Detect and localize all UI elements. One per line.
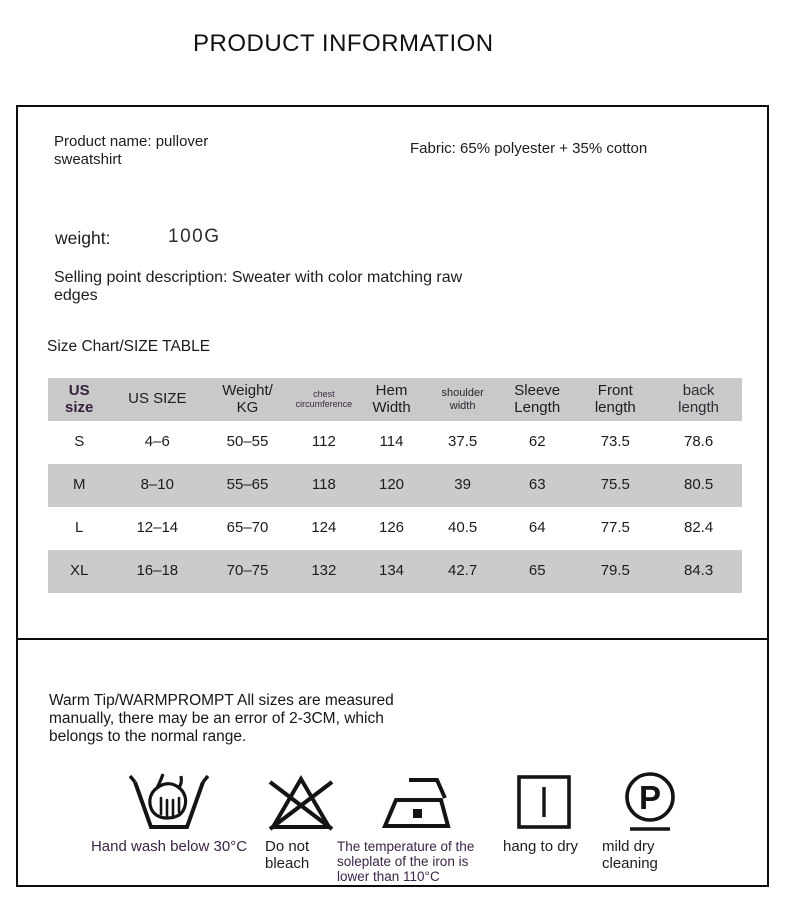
size-chart-heading: Size Chart/SIZE TABLE: [47, 338, 211, 355]
product-name-text: Product name: pullover sweatshirt: [54, 133, 209, 168]
weight-label: weight:: [55, 228, 111, 248]
iron-low-temp-icon: [337, 770, 495, 834]
col-front-length: Front length: [594, 382, 636, 416]
col-us-size-caps: US SIZE: [128, 390, 187, 408]
col-us-size: US size: [65, 382, 94, 416]
col-hem-width: Hem Width: [372, 382, 411, 416]
svg-text:P: P: [638, 779, 662, 816]
care-panel: [16, 638, 769, 887]
col-sleeve-length: Sleeve Length: [514, 382, 561, 416]
col-chest-circumference: chest circumference: [295, 388, 353, 409]
care-item-hand-wash: [54, 770, 284, 856]
dry-clean-label: mild dry cleaning: [602, 838, 658, 872]
care-item-hang-to-dry: [503, 770, 585, 856]
col-back-length: back length: [678, 382, 720, 416]
dry-clean-p-icon: [602, 770, 698, 834]
page-title: PRODUCT INFORMATION: [193, 30, 494, 57]
size-row-l: L 12–14 65–70 124 126 40.5 64 77.5 82.4: [75, 519, 714, 537]
hand-wash-label: Hand wash below 30°C: [90, 838, 248, 855]
product-info-panel: [16, 105, 769, 640]
warm-tip-text: Warm Tip/WARMPROMPT All sizes are measured manually, there may be an error of 2-3CM, which belongs to the normal range.: [49, 692, 394, 745]
size-row-s: S 4–6 50–55 112 114 37.5 62 73.5 78.6: [74, 433, 714, 451]
size-row-m: M 8–10 55–65 118 120 39 63 75.5 80.5: [48, 464, 742, 507]
do-not-bleach-icon: [265, 770, 337, 834]
selling-point-text: Selling point description: Sweater with color matching raw edges: [54, 269, 463, 304]
size-table: [48, 378, 742, 593]
care-item-iron: [337, 770, 495, 884]
col-weight-kg: Weight/ KG: [222, 382, 273, 416]
care-item-dry-clean: [602, 770, 698, 873]
col-shoulder-width: shoulder width: [441, 387, 484, 412]
iron-low-temp-label: The temperature of the soleplate of the iron is lower than 110°C: [337, 839, 475, 885]
hang-to-dry-icon: [503, 770, 585, 834]
do-not-bleach-label: Do not bleach: [265, 838, 310, 872]
size-row-xl: XL 16–18 70–75 132 134 42.7 65 79.5 84.3: [48, 550, 742, 593]
weight-value: 100G: [168, 226, 221, 247]
hand-wash-icon: [54, 770, 284, 834]
size-table-header-row: [48, 378, 742, 421]
hang-to-dry-label: hang to dry: [503, 838, 579, 855]
care-item-do-not-bleach: [265, 770, 337, 873]
fabric-text: Fabric: 65% polyester + 35% cotton: [410, 140, 648, 157]
